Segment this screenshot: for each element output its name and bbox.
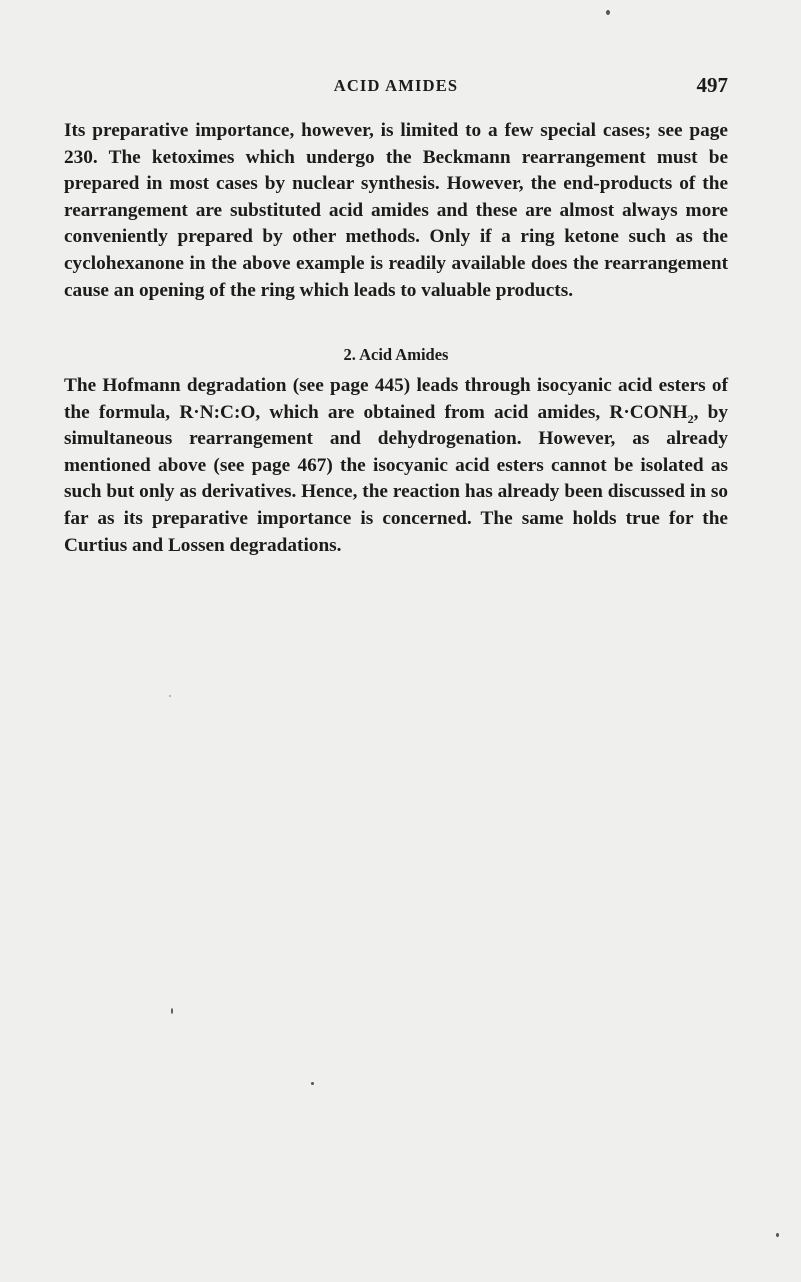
scan-speck xyxy=(776,1233,779,1237)
paragraph-text-after-formula: , by simultaneous rearrangement and dehydrogenation. However, as already mentioned above (see page 467) the isocyanic acid esters cannot be isolated as such but only as derivatives. Hence, the reaction has already been discussed in so far as its preparative importance is concerned. The same holds true for the Curtius and Lossen degradations. xyxy=(64,401,728,556)
running-head xyxy=(64,73,728,103)
scan-speck xyxy=(171,1008,173,1014)
scan-speck xyxy=(169,695,171,697)
paragraph-preparative-importance: Its preparative importance, however, is limited to a few special cases; see page 230. The ketoximes which undergo the Beckmann rearrangement must be prepared in most cases by nuclear synthesis. However, the end-products of the rearrangement are substituted acid amides and these are almost always more conveniently prepared by other methods. Only if a ring ketone such as the cyclohexanone in the above example is readily available does the rearrangement cause an opening of the ring which leads to valuable products. xyxy=(64,120,728,301)
section-heading: 2. Acid Amides xyxy=(343,345,449,364)
paragraph-hofmann-degradation xyxy=(64,373,728,559)
paragraph-text-before-formula: The Hofmann degradation (see page 445) leads through isocyanic acid esters of the formula, R·N:C:O, which are obtained from acid amides, R·CONH xyxy=(64,375,728,423)
scan-speck xyxy=(606,10,610,15)
running-title: ACID AMIDES xyxy=(333,76,459,95)
page-number: 497 xyxy=(696,73,728,97)
scan-speck xyxy=(311,1082,314,1085)
formula-subscript: 2 xyxy=(687,411,694,426)
